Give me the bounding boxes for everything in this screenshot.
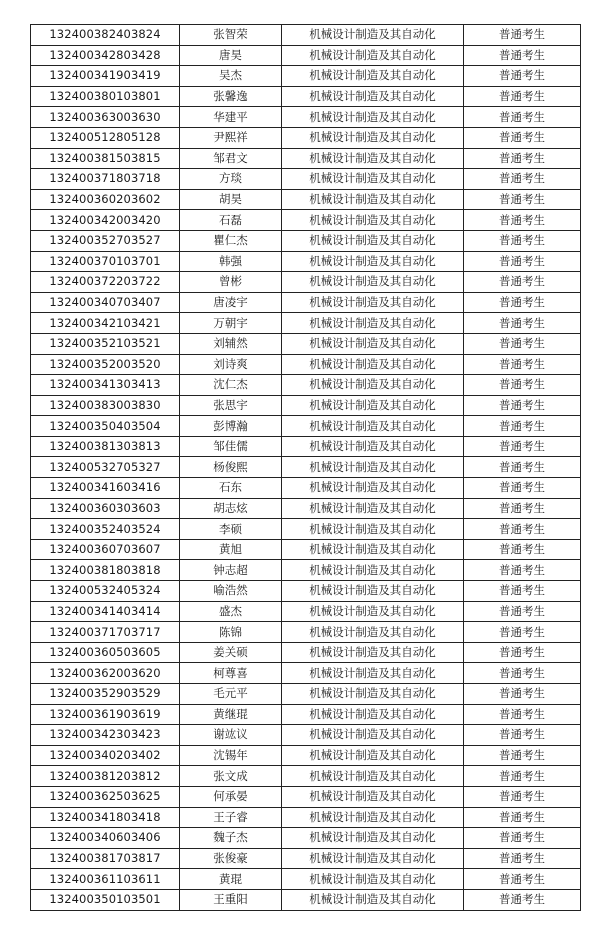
candidate-type-cell: 普通考生 [464, 251, 581, 272]
candidate-type-cell: 普通考生 [464, 313, 581, 334]
table-row [31, 519, 581, 540]
candidate-id-cell: 132400360203602 [31, 189, 180, 210]
candidate-id-cell: 132400512805128 [31, 127, 180, 148]
candidate-type-cell: 普通考生 [464, 581, 581, 602]
candidate-name-cell: 李硕 [180, 519, 282, 540]
major-cell: 机械设计制造及其自动化 [282, 313, 464, 334]
table-row [31, 581, 581, 602]
major-cell: 机械设计制造及其自动化 [282, 148, 464, 169]
candidate-type-cell: 普通考生 [464, 684, 581, 705]
candidate-id-cell: 132400372203722 [31, 272, 180, 293]
major-cell: 机械设计制造及其自动化 [282, 189, 464, 210]
candidate-id-cell: 132400340703407 [31, 292, 180, 313]
candidate-name-cell: 张馨逸 [180, 86, 282, 107]
candidate-type-cell: 普通考生 [464, 230, 581, 251]
table-row [31, 869, 581, 890]
candidate-name-cell: 姜关硕 [180, 642, 282, 663]
candidate-id-cell: 132400352903529 [31, 684, 180, 705]
roster-sheet [30, 24, 580, 911]
major-cell: 机械设计制造及其自动化 [282, 395, 464, 416]
major-cell: 机械设计制造及其自动化 [282, 25, 464, 46]
candidate-name-cell: 喻浩然 [180, 581, 282, 602]
candidate-id-cell: 132400352403524 [31, 519, 180, 540]
candidate-id-cell: 132400360303603 [31, 498, 180, 519]
candidate-id-cell: 132400381503815 [31, 148, 180, 169]
candidate-type-cell: 普通考生 [464, 807, 581, 828]
major-cell: 机械设计制造及其自动化 [282, 766, 464, 787]
candidate-type-cell: 普通考生 [464, 45, 581, 66]
major-cell: 机械设计制造及其自动化 [282, 66, 464, 87]
table-row [31, 457, 581, 478]
candidate-name-cell: 尹熙祥 [180, 127, 282, 148]
table-row [31, 292, 581, 313]
table-row [31, 45, 581, 66]
major-cell: 机械设计制造及其自动化 [282, 230, 464, 251]
candidate-type-cell: 普通考生 [464, 519, 581, 540]
major-cell: 机械设计制造及其自动化 [282, 457, 464, 478]
table-row [31, 230, 581, 251]
candidate-name-cell: 华建平 [180, 107, 282, 128]
candidate-id-cell: 132400342003420 [31, 210, 180, 231]
candidate-name-cell: 沈锡年 [180, 745, 282, 766]
candidate-type-cell: 普通考生 [464, 457, 581, 478]
table-row [31, 684, 581, 705]
candidate-id-cell: 132400360703607 [31, 539, 180, 560]
major-cell: 机械设计制造及其自动化 [282, 622, 464, 643]
major-cell: 机械设计制造及其自动化 [282, 416, 464, 437]
table-row [31, 622, 581, 643]
table-row [31, 498, 581, 519]
major-cell: 机械设计制造及其自动化 [282, 519, 464, 540]
table-row [31, 354, 581, 375]
candidate-name-cell: 沈仁杰 [180, 375, 282, 396]
candidate-name-cell: 刘辅然 [180, 333, 282, 354]
major-cell: 机械设计制造及其自动化 [282, 642, 464, 663]
candidate-type-cell: 普通考生 [464, 375, 581, 396]
candidate-type-cell: 普通考生 [464, 107, 581, 128]
candidate-type-cell: 普通考生 [464, 25, 581, 46]
major-cell: 机械设计制造及其自动化 [282, 725, 464, 746]
candidate-id-cell: 132400371703717 [31, 622, 180, 643]
candidate-id-cell: 132400362003620 [31, 663, 180, 684]
table-row [31, 25, 581, 46]
candidate-type-cell: 普通考生 [464, 828, 581, 849]
candidate-type-cell: 普通考生 [464, 169, 581, 190]
candidate-id-cell: 132400341903419 [31, 66, 180, 87]
candidate-type-cell: 普通考生 [464, 786, 581, 807]
candidate-id-cell: 132400342803428 [31, 45, 180, 66]
candidate-name-cell: 杨俊熙 [180, 457, 282, 478]
major-cell: 机械设计制造及其自动化 [282, 272, 464, 293]
table-row [31, 313, 581, 334]
candidate-type-cell: 普通考生 [464, 416, 581, 437]
candidate-name-cell: 张俊豪 [180, 848, 282, 869]
candidate-id-cell: 132400341803418 [31, 807, 180, 828]
candidate-id-cell: 132400361903619 [31, 704, 180, 725]
major-cell: 机械设计制造及其自动化 [282, 333, 464, 354]
candidate-type-cell: 普通考生 [464, 766, 581, 787]
major-cell: 机械设计制造及其自动化 [282, 807, 464, 828]
candidate-name-cell: 邹佳儒 [180, 436, 282, 457]
major-cell: 机械设计制造及其自动化 [282, 498, 464, 519]
candidate-name-cell: 万朝宇 [180, 313, 282, 334]
table-row [31, 66, 581, 87]
table-row [31, 766, 581, 787]
major-cell: 机械设计制造及其自动化 [282, 889, 464, 910]
candidate-table [30, 24, 581, 911]
major-cell: 机械设计制造及其自动化 [282, 478, 464, 499]
major-cell: 机械设计制造及其自动化 [282, 786, 464, 807]
table-row [31, 807, 581, 828]
candidate-type-cell: 普通考生 [464, 601, 581, 622]
candidate-name-cell: 彭博瀚 [180, 416, 282, 437]
candidate-name-cell: 谢竑议 [180, 725, 282, 746]
candidate-name-cell: 陈锦 [180, 622, 282, 643]
candidate-id-cell: 132400352103521 [31, 333, 180, 354]
candidate-name-cell: 唐凌宇 [180, 292, 282, 313]
candidate-type-cell: 普通考生 [464, 395, 581, 416]
candidate-name-cell: 张智荣 [180, 25, 282, 46]
candidate-name-cell: 魏子杰 [180, 828, 282, 849]
table-row [31, 642, 581, 663]
candidate-type-cell: 普通考生 [464, 560, 581, 581]
table-row [31, 436, 581, 457]
candidate-id-cell: 132400381303813 [31, 436, 180, 457]
candidate-name-cell: 王子睿 [180, 807, 282, 828]
candidate-name-cell: 张文成 [180, 766, 282, 787]
candidate-type-cell: 普通考生 [464, 333, 581, 354]
candidate-id-cell: 132400360503605 [31, 642, 180, 663]
candidate-id-cell: 132400370103701 [31, 251, 180, 272]
major-cell: 机械设计制造及其自动化 [282, 684, 464, 705]
candidate-id-cell: 132400342303423 [31, 725, 180, 746]
candidate-name-cell: 石磊 [180, 210, 282, 231]
candidate-name-cell: 刘诗爽 [180, 354, 282, 375]
candidate-id-cell: 132400362503625 [31, 786, 180, 807]
table-row [31, 251, 581, 272]
candidate-name-cell: 瞿仁杰 [180, 230, 282, 251]
candidate-type-cell: 普通考生 [464, 189, 581, 210]
candidate-table-body [31, 25, 581, 911]
candidate-id-cell: 132400381703817 [31, 848, 180, 869]
major-cell: 机械设计制造及其自动化 [282, 45, 464, 66]
candidate-name-cell: 唐昊 [180, 45, 282, 66]
major-cell: 机械设计制造及其自动化 [282, 663, 464, 684]
major-cell: 机械设计制造及其自动化 [282, 251, 464, 272]
candidate-type-cell: 普通考生 [464, 869, 581, 890]
candidate-id-cell: 132400381803818 [31, 560, 180, 581]
candidate-name-cell: 张思宇 [180, 395, 282, 416]
candidate-name-cell: 黄继琨 [180, 704, 282, 725]
candidate-type-cell: 普通考生 [464, 848, 581, 869]
candidate-id-cell: 132400381203812 [31, 766, 180, 787]
table-row [31, 210, 581, 231]
major-cell: 机械设计制造及其自动化 [282, 828, 464, 849]
candidate-type-cell: 普通考生 [464, 704, 581, 725]
major-cell: 机械设计制造及其自动化 [282, 869, 464, 890]
major-cell: 机械设计制造及其自动化 [282, 436, 464, 457]
candidate-type-cell: 普通考生 [464, 127, 581, 148]
candidate-type-cell: 普通考生 [464, 292, 581, 313]
candidate-name-cell: 韩强 [180, 251, 282, 272]
candidate-id-cell: 132400532705327 [31, 457, 180, 478]
candidate-name-cell: 胡昊 [180, 189, 282, 210]
candidate-type-cell: 普通考生 [464, 66, 581, 87]
candidate-id-cell: 132400352003520 [31, 354, 180, 375]
major-cell: 机械设计制造及其自动化 [282, 107, 464, 128]
candidate-type-cell: 普通考生 [464, 663, 581, 684]
major-cell: 机械设计制造及其自动化 [282, 292, 464, 313]
candidate-type-cell: 普通考生 [464, 498, 581, 519]
candidate-name-cell: 盛杰 [180, 601, 282, 622]
major-cell: 机械设计制造及其自动化 [282, 354, 464, 375]
candidate-type-cell: 普通考生 [464, 539, 581, 560]
candidate-type-cell: 普通考生 [464, 642, 581, 663]
candidate-name-cell: 黄旭 [180, 539, 282, 560]
table-row [31, 745, 581, 766]
major-cell: 机械设计制造及其自动化 [282, 86, 464, 107]
table-row [31, 539, 581, 560]
candidate-name-cell: 何承晏 [180, 786, 282, 807]
table-row [31, 127, 581, 148]
candidate-type-cell: 普通考生 [464, 86, 581, 107]
table-row [31, 704, 581, 725]
major-cell: 机械设计制造及其自动化 [282, 745, 464, 766]
candidate-id-cell: 132400350403504 [31, 416, 180, 437]
candidate-name-cell: 胡志炫 [180, 498, 282, 519]
table-row [31, 86, 581, 107]
table-row [31, 169, 581, 190]
table-row [31, 272, 581, 293]
candidate-id-cell: 132400340203402 [31, 745, 180, 766]
major-cell: 机械设计制造及其自动化 [282, 848, 464, 869]
table-row [31, 786, 581, 807]
table-row [31, 189, 581, 210]
candidate-type-cell: 普通考生 [464, 148, 581, 169]
table-row [31, 889, 581, 910]
table-row [31, 725, 581, 746]
candidate-type-cell: 普通考生 [464, 210, 581, 231]
candidate-name-cell: 毛元平 [180, 684, 282, 705]
candidate-id-cell: 132400371803718 [31, 169, 180, 190]
candidate-id-cell: 132400532405324 [31, 581, 180, 602]
candidate-type-cell: 普通考生 [464, 725, 581, 746]
major-cell: 机械设计制造及其自动化 [282, 127, 464, 148]
candidate-name-cell: 曾彬 [180, 272, 282, 293]
candidate-id-cell: 132400350103501 [31, 889, 180, 910]
table-row [31, 107, 581, 128]
table-row [31, 148, 581, 169]
major-cell: 机械设计制造及其自动化 [282, 539, 464, 560]
candidate-id-cell: 132400341603416 [31, 478, 180, 499]
table-row [31, 395, 581, 416]
candidate-name-cell: 钟志超 [180, 560, 282, 581]
candidate-id-cell: 132400363003630 [31, 107, 180, 128]
candidate-type-cell: 普通考生 [464, 622, 581, 643]
major-cell: 机械设计制造及其自动化 [282, 560, 464, 581]
major-cell: 机械设计制造及其自动化 [282, 210, 464, 231]
candidate-id-cell: 132400341403414 [31, 601, 180, 622]
candidate-id-cell: 132400380103801 [31, 86, 180, 107]
candidate-name-cell: 石东 [180, 478, 282, 499]
candidate-id-cell: 132400352703527 [31, 230, 180, 251]
candidate-id-cell: 132400382403824 [31, 25, 180, 46]
candidate-type-cell: 普通考生 [464, 436, 581, 457]
major-cell: 机械设计制造及其自动化 [282, 601, 464, 622]
major-cell: 机械设计制造及其自动化 [282, 704, 464, 725]
candidate-name-cell: 邹君文 [180, 148, 282, 169]
table-row [31, 828, 581, 849]
table-row [31, 601, 581, 622]
candidate-type-cell: 普通考生 [464, 272, 581, 293]
candidate-name-cell: 柯尊喜 [180, 663, 282, 684]
table-row [31, 375, 581, 396]
candidate-id-cell: 132400341303413 [31, 375, 180, 396]
candidate-type-cell: 普通考生 [464, 745, 581, 766]
candidate-type-cell: 普通考生 [464, 354, 581, 375]
table-row [31, 663, 581, 684]
candidate-type-cell: 普通考生 [464, 478, 581, 499]
major-cell: 机械设计制造及其自动化 [282, 169, 464, 190]
major-cell: 机械设计制造及其自动化 [282, 375, 464, 396]
major-cell: 机械设计制造及其自动化 [282, 581, 464, 602]
candidate-id-cell: 132400340603406 [31, 828, 180, 849]
table-row [31, 478, 581, 499]
table-row [31, 848, 581, 869]
candidate-id-cell: 132400361103611 [31, 869, 180, 890]
candidate-name-cell: 黄琨 [180, 869, 282, 890]
candidate-id-cell: 132400383003830 [31, 395, 180, 416]
candidate-type-cell: 普通考生 [464, 889, 581, 910]
table-row [31, 416, 581, 437]
candidate-name-cell: 方琰 [180, 169, 282, 190]
table-row [31, 560, 581, 581]
table-row [31, 333, 581, 354]
candidate-name-cell: 王重阳 [180, 889, 282, 910]
candidate-id-cell: 132400342103421 [31, 313, 180, 334]
candidate-name-cell: 吴杰 [180, 66, 282, 87]
